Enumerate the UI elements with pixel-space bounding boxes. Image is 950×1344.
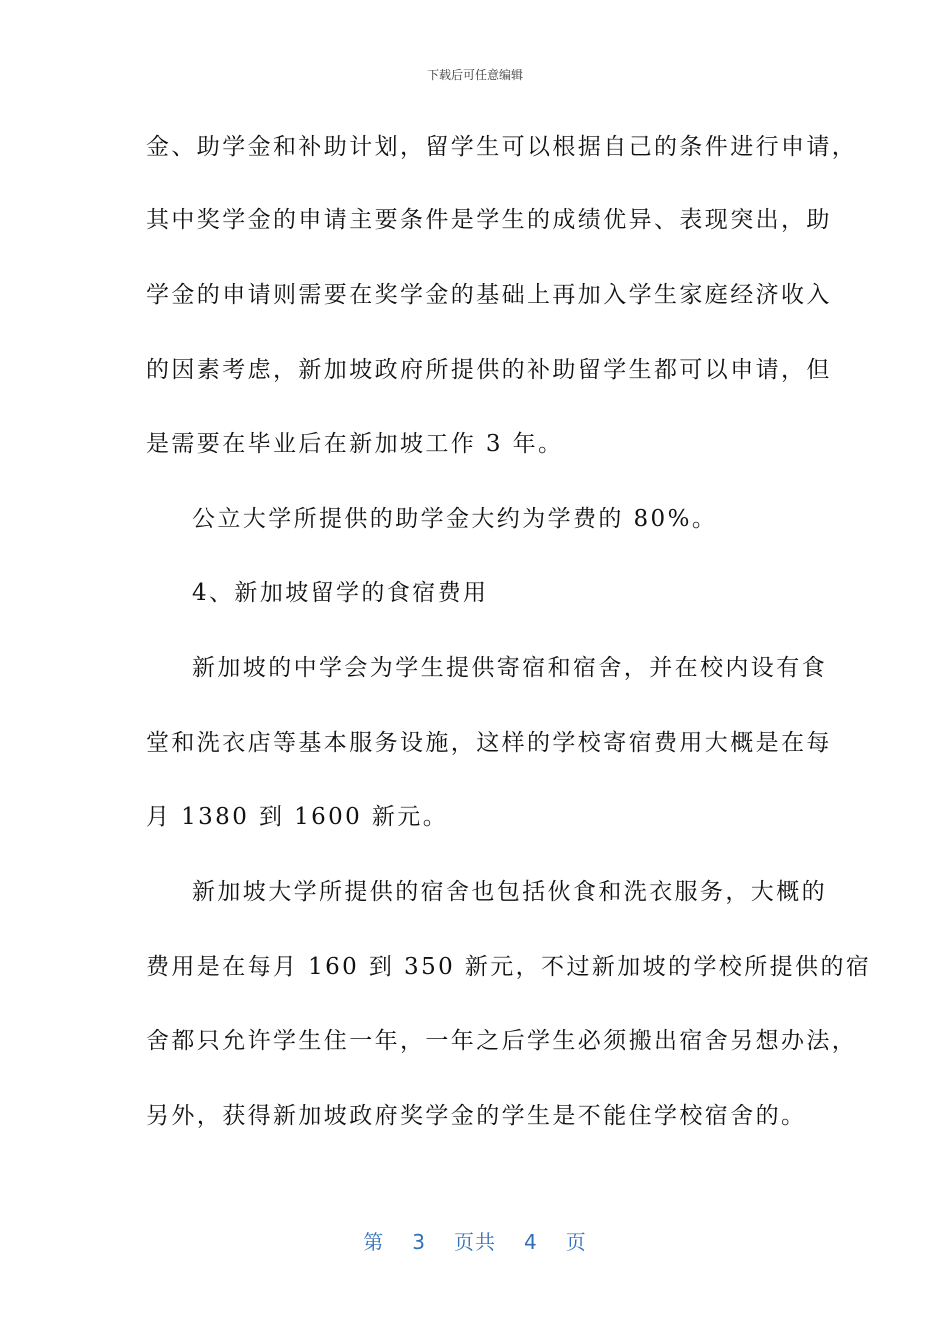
paragraph-line: 舍都只允许学生住一年，一年之后学生必须搬出宿舍另想办法，: [146, 1028, 858, 1054]
section-heading: 4、新加坡留学的食宿费用: [192, 580, 489, 606]
paragraph-line: 另外，获得新加坡政府奖学金的学生是不能住学校宿舍的。: [146, 1103, 807, 1129]
paragraph-line: 公立大学所提供的助学金大约为学费的 80%。: [192, 506, 718, 532]
paragraph-line: 是需要在毕业后在新加坡工作 3 年。: [146, 431, 564, 457]
page-header-note: 下载后可任意编辑: [426, 68, 523, 82]
paragraph-line: 学金的申请则需要在奖学金的基础上再加入学生家庭经济收入: [146, 282, 832, 308]
paragraph-line: 月 1380 到 1600 新元。: [146, 804, 449, 830]
paragraph-line: 新加坡的中学会为学生提供寄宿和宿舍，并在校内设有食: [192, 655, 827, 681]
page-label-prefix: 第: [363, 1230, 385, 1254]
paragraph-line: 新加坡大学所提供的宿舍也包括伙食和洗衣服务，大概的: [192, 879, 827, 905]
paragraph-line: 其中奖学金的申请主要条件是学生的成绩优异、表现突出，助: [146, 207, 832, 233]
page-label-suffix: 页: [565, 1230, 587, 1254]
page-label-mid: 页共: [454, 1230, 496, 1254]
paragraph-line: 堂和洗衣店等基本服务设施，这样的学校寄宿费用大概是在每: [146, 730, 832, 756]
total-page-number: 4: [524, 1230, 538, 1254]
page-number-footer: [0, 1226, 950, 1255]
paragraph-line: 金、助学金和补助计划，留学生可以根据自己的条件进行申请，: [146, 134, 858, 160]
paragraph-line: 费用是在每月 160 到 350 新元，不过新加坡的学校所提供的宿: [146, 954, 872, 980]
paragraph-line: 的因素考虑，新加坡政府所提供的补助留学生都可以申请，但: [146, 357, 832, 383]
current-page-number: 3: [412, 1230, 426, 1254]
